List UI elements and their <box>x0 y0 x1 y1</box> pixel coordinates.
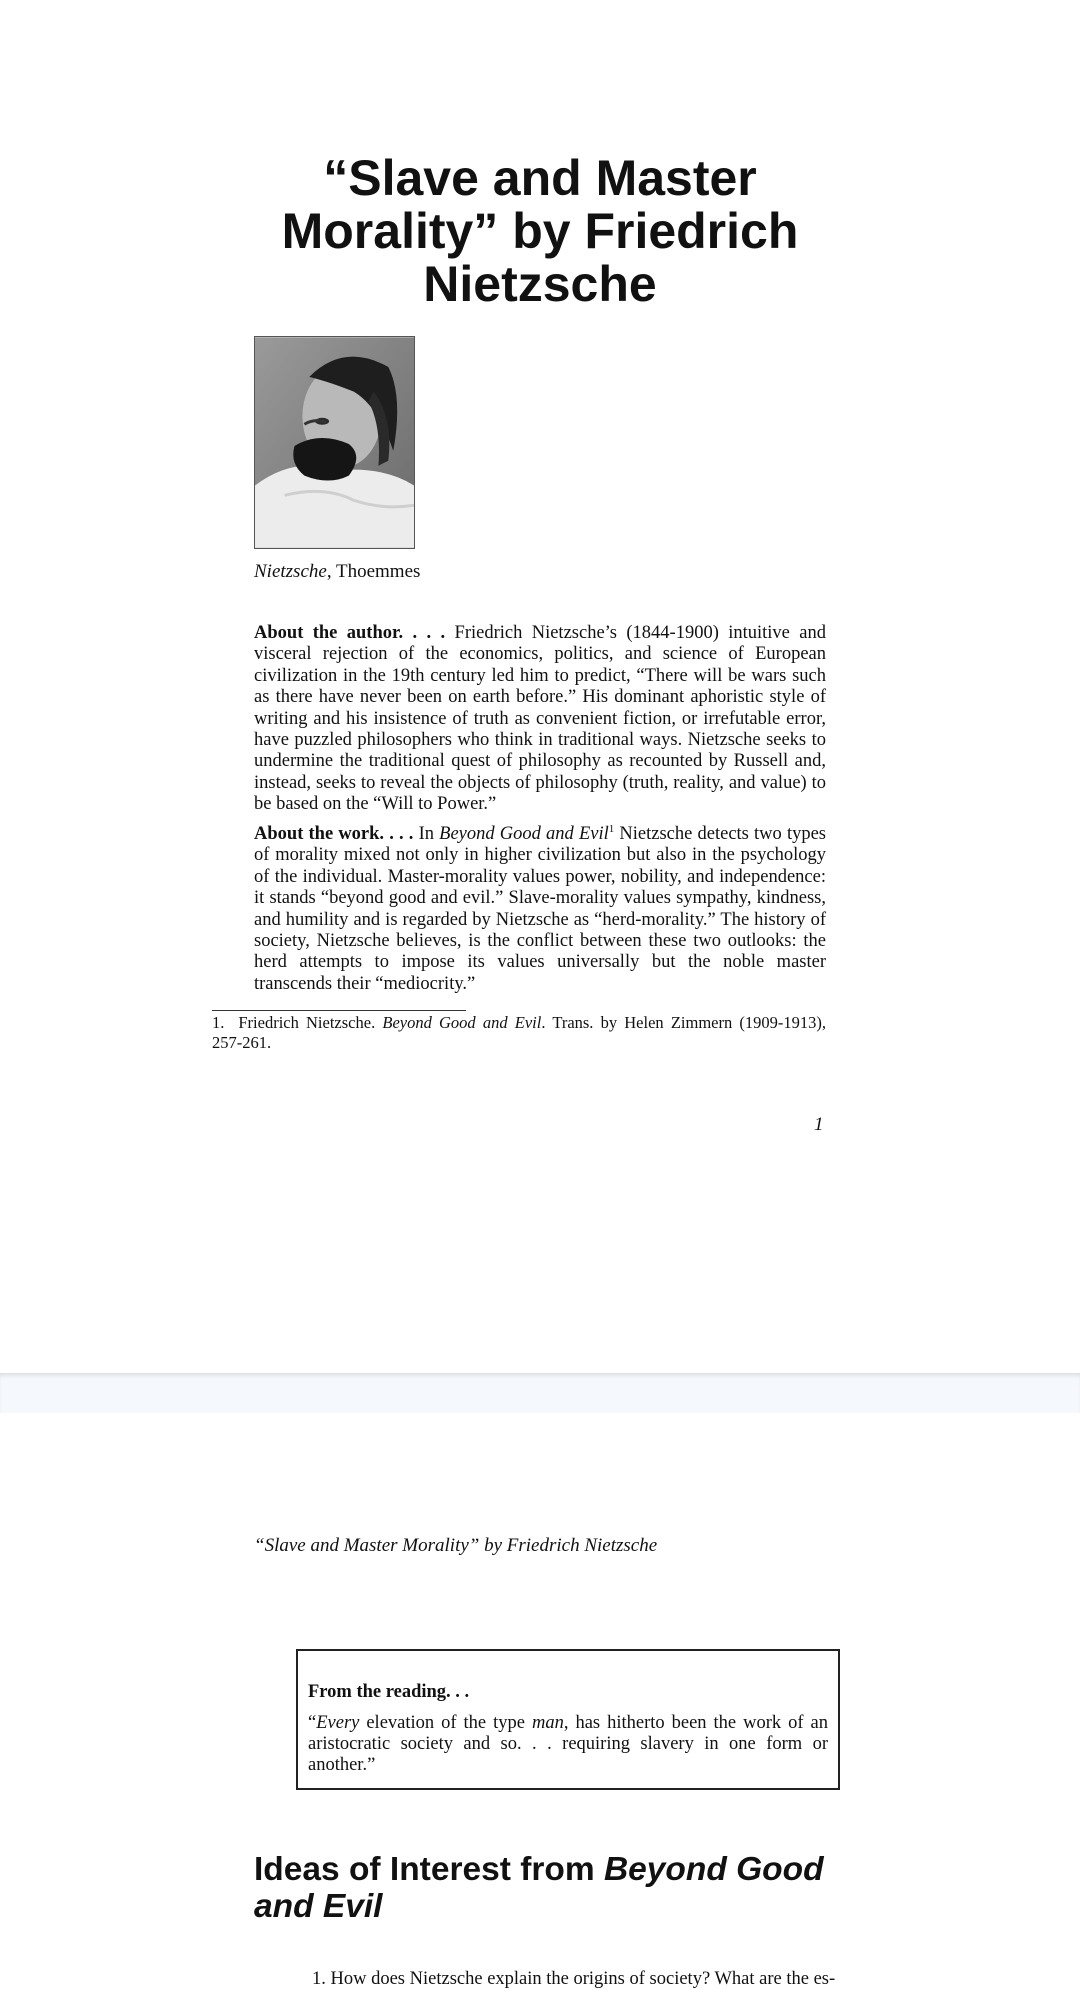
footnote-marker[interactable]: 1 <box>608 822 615 835</box>
about-work-paragraph <box>254 824 826 995</box>
title-line: Morality” by Friedrich <box>281 203 799 259</box>
about-work-text: Nietzsche detects two types of morality mixed not only in higher civilization but also in the psychology of the individual. Master-morality values power, nobility, and independence: it stands “beyond good and evil.” Slave-morality values sympathy, kindness, and humility and is regarded by Nietzsche as “herd-morality.” The history of society, Nietzsche believes, is the conflict between these two outlooks: the herd attempts to impose its values universally but the noble master transcends their “mediocrity.” <box>254 824 826 994</box>
section-heading-plain: Ideas of Interest from <box>254 1851 604 1888</box>
quote-part: , has hitherto been the work of an aristocratic society and so. . . requiring slavery in one form or another.” <box>308 1713 828 1775</box>
running-head: “Slave and Master Morality” by Friedrich Nietzsche <box>254 1535 658 1556</box>
quote-part: “ <box>308 1713 317 1733</box>
portrait-caption <box>254 561 420 583</box>
footnote-pre: Friedrich Nietzsche. <box>238 1013 383 1032</box>
about-work-pre: In <box>413 824 440 844</box>
footnote <box>212 1013 826 1052</box>
excerpt-heading: From the reading. . . <box>308 1682 470 1702</box>
portrait-icon <box>255 337 414 548</box>
excerpt-quote <box>308 1713 828 1776</box>
footnote-number: 1. <box>212 1013 225 1032</box>
question-item: 1. How does Nietzsche explain the origins of society? What are the es- <box>312 1969 836 1989</box>
caption-italic: Nietzsche <box>254 561 327 582</box>
document-title <box>240 152 840 311</box>
page-separator <box>0 1373 1080 1413</box>
about-author-text: Friedrich Nietzsche’s (1844-1900) intuitive and visceral rejection of the economics, politics, and science of European civilization in the 19th century led him to predict, “There will be wars such as there have never been on earth before.” His dominant aphoristic style of writing and his insistence of truth as convenient fiction, or irrefutable error, have puzzled philosophers who think in traditional ways. Nietzsche seeks to undermine the traditional quest of philosophy as recounted by Russell and, instead, seeks to reveal the objects of philosophy (truth, reality, and value) to be based on the “Will to Power.” <box>254 623 826 815</box>
caption-rest: , Thoemmes <box>326 561 421 582</box>
section-heading <box>254 1851 854 1925</box>
footnote-book: Beyond Good and Evil <box>382 1013 542 1032</box>
quote-part: elevation of the type <box>359 1713 532 1733</box>
section-heading-italic: Beyond Good and Evil <box>254 1851 824 1925</box>
about-author-label: About the author. . . . <box>254 623 446 643</box>
quote-emphasis: man <box>531 1713 564 1733</box>
quote-emphasis: Every <box>316 1713 360 1733</box>
reading-excerpt-box <box>296 1649 840 1790</box>
footnote-divider <box>212 1010 466 1011</box>
about-work-label: About the work. . . . <box>254 824 414 844</box>
document-page-2 <box>0 1413 1080 1990</box>
footnote-post: . Trans. by Helen Zimmern (1909-1913), 257-261. <box>212 1013 826 1052</box>
about-author-paragraph <box>254 623 826 816</box>
title-line: “Slave and Master <box>323 150 757 206</box>
title-line: Nietzsche <box>423 256 657 312</box>
book-title: Beyond Good and Evil <box>439 824 609 844</box>
page-number: 1 <box>814 1114 824 1135</box>
nietzsche-portrait-image <box>254 336 415 549</box>
